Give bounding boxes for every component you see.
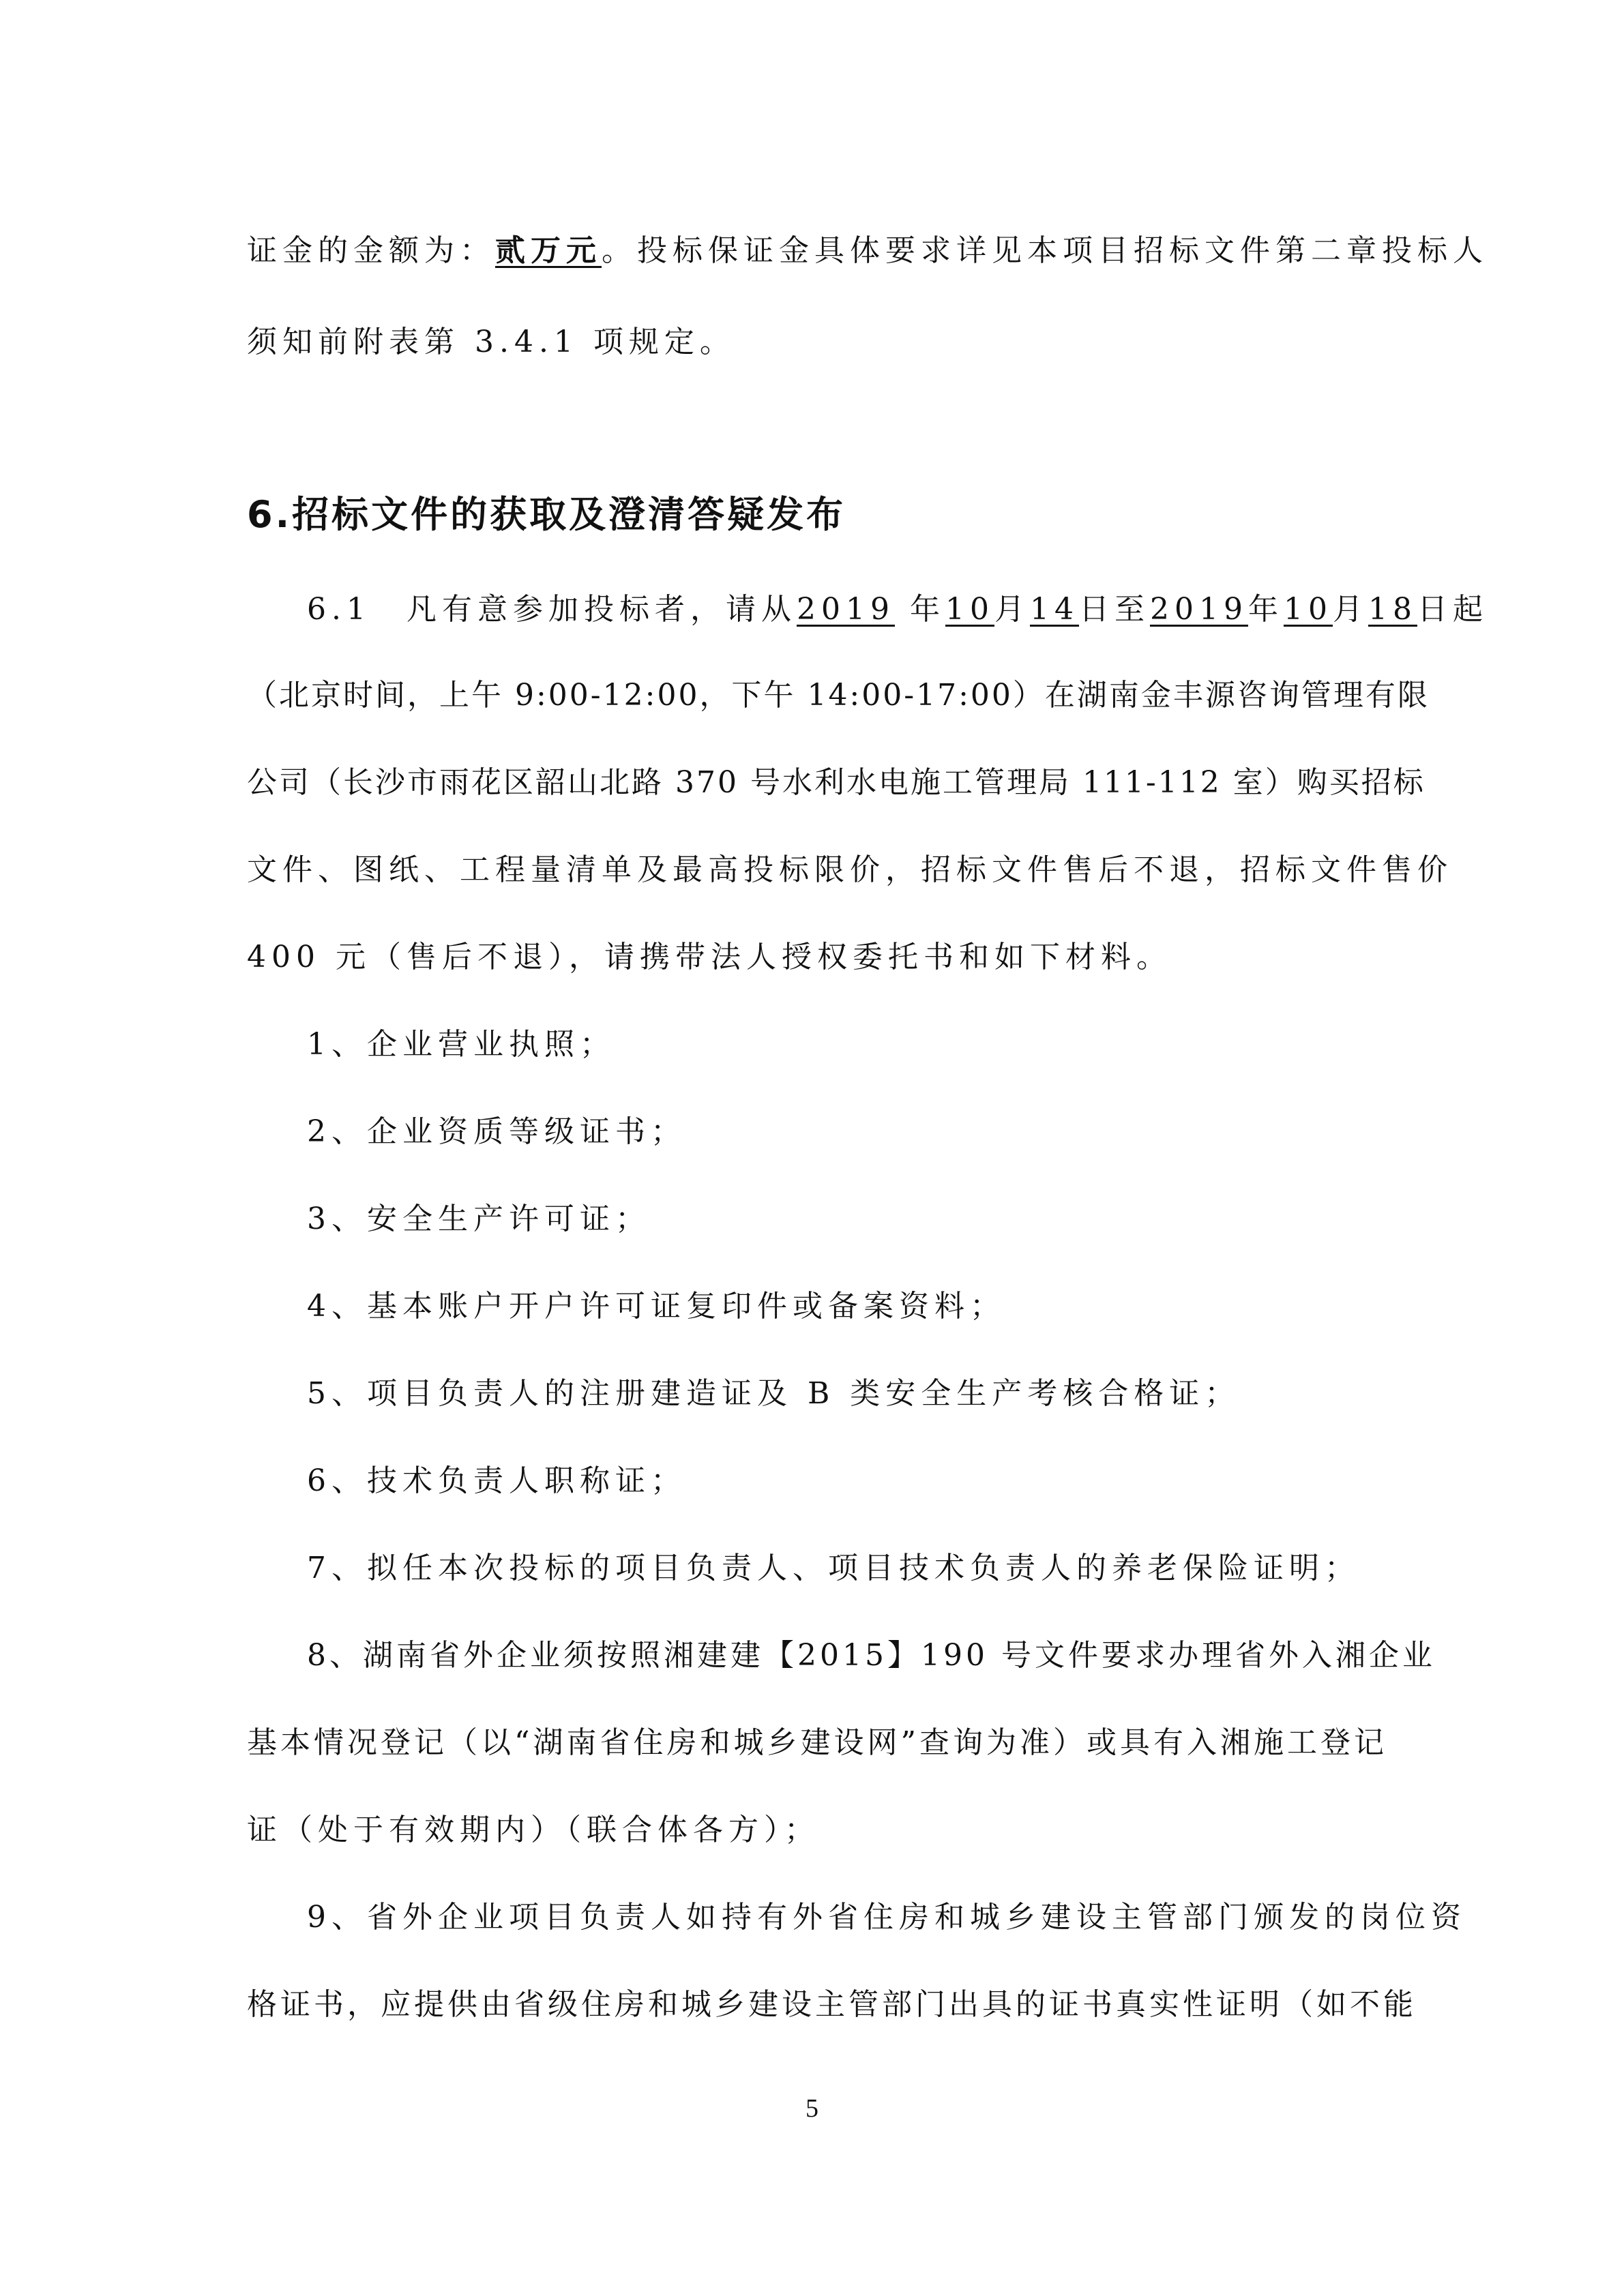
- list-item: 2、企业资质等级证书；: [307, 1114, 686, 1149]
- paragraph-line: [247, 229, 1488, 273]
- list-item: 9、省外企业项目负责人如持有外省住房和城乡建设主管部门颁发的岗位资: [307, 1900, 1466, 1935]
- paragraph-line: 基本情况登记（以“湖南省住房和城乡建设网”查询为准）或具有入湘施工登记: [247, 1725, 1387, 1760]
- text-run: 。投标保证金具体要求详见本项目招标文件第二章投标人: [602, 233, 1488, 268]
- paragraph-line: 证（处于有效期内）（联合体各方）；: [247, 1813, 820, 1847]
- paragraph-line: 须知前附表第 3.4.1 项规定。: [247, 325, 735, 359]
- section-heading: 6.招标文件的获取及澄清答疑发布: [247, 493, 846, 536]
- text-run: 年: [894, 592, 945, 627]
- paragraph-line: 公司（长沙市雨花区韶山北路 370 号水利水电施工管理局 111-112 室）购买招标: [247, 765, 1426, 800]
- list-item: 5、项目负责人的注册建造证及 B 类安全生产考核合格证；: [307, 1376, 1241, 1411]
- paragraph-line: 400 元（售后不退），请携带法人授权委托书和如下材料。: [247, 940, 1172, 974]
- list-item: 1、企业营业执照；: [307, 1027, 615, 1062]
- date-day-end: 18: [1368, 592, 1417, 627]
- deposit-amount: 贰万元: [495, 233, 602, 268]
- text-run: 证金的金额为：: [247, 233, 495, 268]
- paragraph-line: （北京时间，上午 9:00-12:00，下午 14:00-17:00）在湖南金丰源咨询管理有限: [247, 678, 1430, 713]
- text-run: 月: [994, 592, 1030, 627]
- list-item: 6、技术负责人职称证；: [307, 1463, 686, 1498]
- paragraph-line: 文件、图纸、工程量清单及最高投标限价，招标文件售后不退，招标文件售价: [247, 852, 1453, 887]
- date-month-start: 10: [945, 592, 994, 627]
- paragraph-line: 格证书，应提供由省级住房和城乡建设主管部门出具的证书真实性证明（如不能: [247, 1987, 1417, 2022]
- paragraph-line: [307, 588, 1488, 631]
- page-number: 5: [806, 2094, 818, 2123]
- text-run: 月: [1332, 592, 1368, 627]
- date-year-start: 2019: [796, 592, 895, 627]
- list-item: 4、基本账户开户许可证复印件或备案资料；: [307, 1289, 1005, 1324]
- date-year-end: 2019: [1149, 592, 1248, 627]
- list-item: 7、拟任本次投标的项目负责人、项目技术负责人的养老保险证明；: [307, 1551, 1360, 1585]
- list-item: 8、湖南省外企业须按照湘建建【2015】190 号文件要求办理省外入湘企业: [307, 1638, 1436, 1673]
- list-item: 3、安全生产许可证；: [307, 1202, 651, 1236]
- text-run: 日起: [1417, 592, 1488, 627]
- text-run: 日至: [1078, 592, 1150, 627]
- date-month-end: 10: [1283, 592, 1333, 627]
- text-run: 年: [1247, 592, 1284, 627]
- text-run: 6.1 凡有意参加投标者，请从: [307, 592, 797, 627]
- date-day-start: 14: [1029, 592, 1079, 627]
